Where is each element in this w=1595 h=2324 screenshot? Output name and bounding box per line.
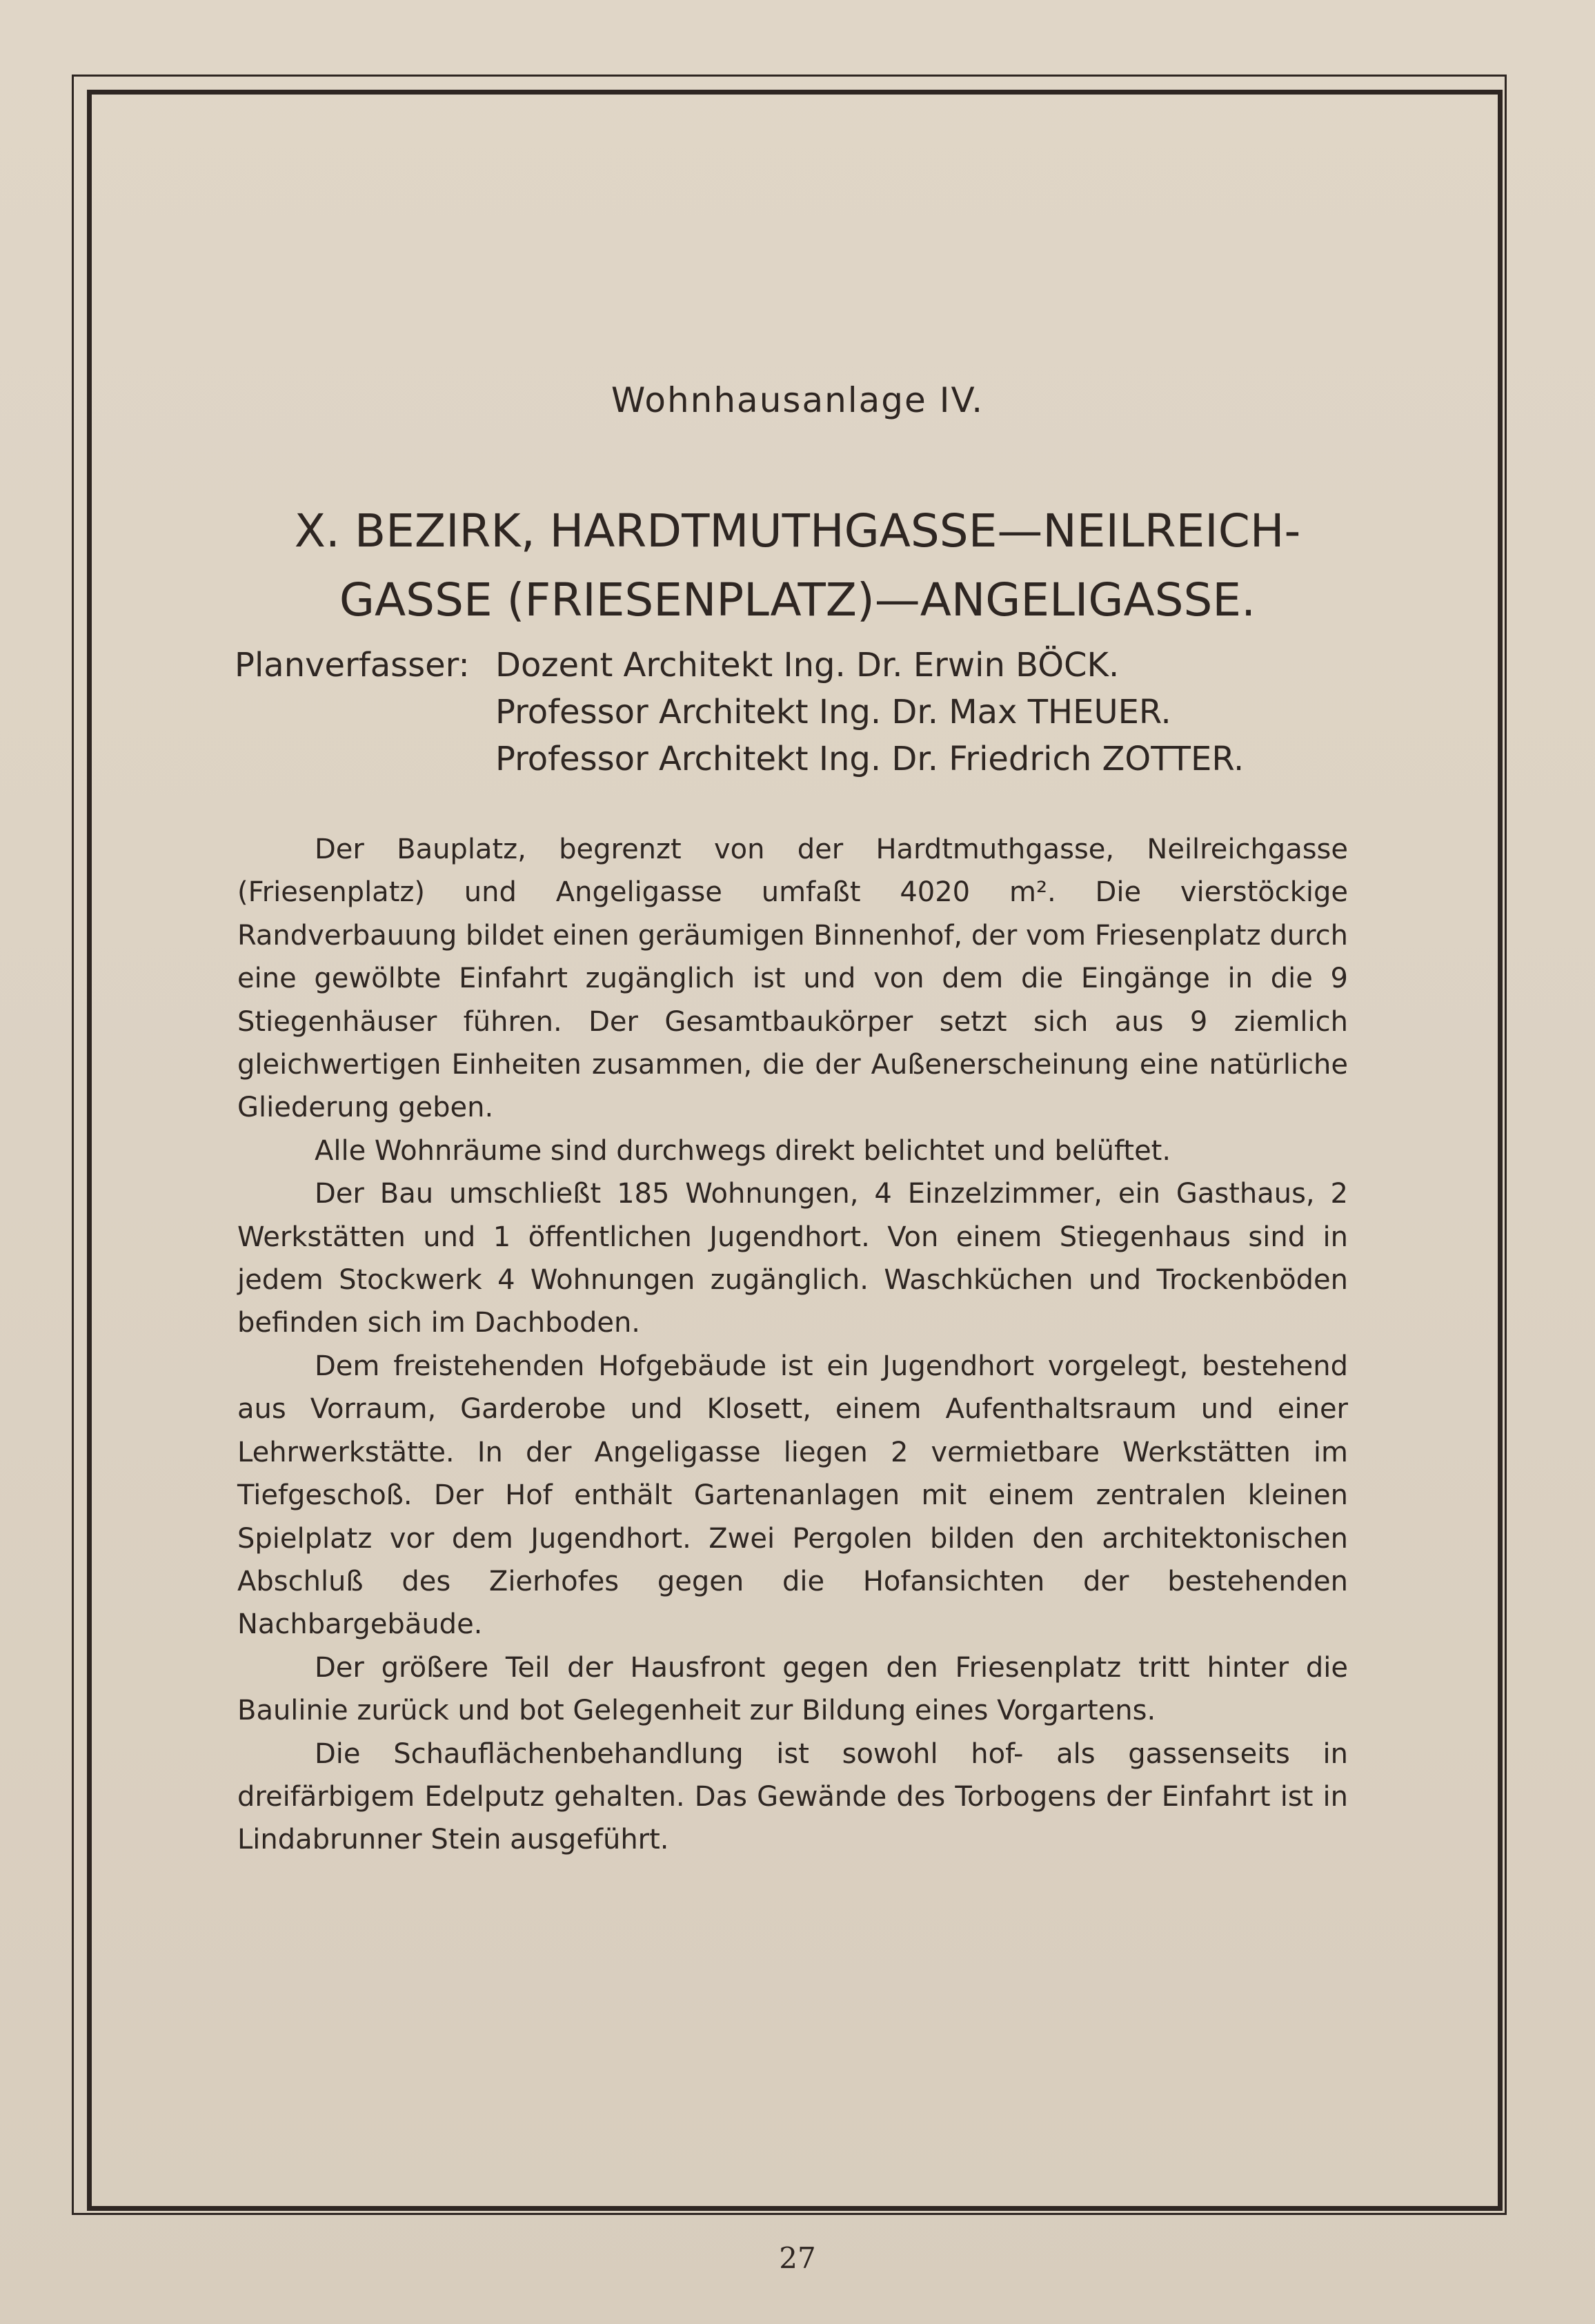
author-name: Professor Architekt Ing. Dr. Max THEUER. bbox=[495, 693, 1171, 731]
subtitle: Wohnhausanlage IV. bbox=[611, 380, 984, 420]
title-line-1: X. BEZIRK, HARDTMUTHGASSE—NEILREICH- bbox=[294, 504, 1301, 558]
paragraph: Dem freistehenden Hofgebäude ist ein Jugendhort vorgelegt, bestehend aus Vorraum, Garderobe und Klosett, einem Aufenthaltsraum und einer Lehrwerkstätte. In der Angeligasse liegen 2 vermietbare Werkstätten im Tiefgeschoß. Der Hof enthält Gartenanlagen mit einem zentralen kleinen Spielplatz vor dem Jugendhort. Zwei Pergolen bilden den architektonischen Abschluß des Zierhofes gegen die Hofansichten der bestehenden Nachbargebäude. bbox=[237, 1350, 1348, 1641]
authors-label: Planverfasser: bbox=[235, 646, 470, 685]
paragraph: Die Schauflächenbehandlung ist sowohl hof- als gassenseits in dreifärbigem Edelputz gehalten. Das Gewände des Torbogens der Einfahrt ist in Lindabrunner Stein ausgeführt. bbox=[237, 1737, 1348, 1856]
page-title bbox=[138, 497, 1457, 635]
paragraph: Der größere Teil der Hausfront gegen den Friesenplatz tritt hinter die Baulinie zurück und bot Gelegenheit zur Bildung eines Vorgartens. bbox=[237, 1651, 1348, 1727]
paragraph: Alle Wohnräume sind durchwegs direkt belichtet und belüftet. bbox=[315, 1134, 1171, 1167]
author-name: Professor Architekt Ing. Dr. Friedrich ZOTTER. bbox=[495, 740, 1245, 778]
authors-list bbox=[495, 642, 1392, 782]
paragraph: Der Bau umschließt 185 Wohnungen, 4 Einzelzimmer, ein Gasthaus, 2 Werkstätten und 1 öffentlichen Jugendhort. Von einem Stiegenhaus sind in jedem Stockwerk 4 Wohnungen zugänglich. Waschküchen und Trockenböden befinden sich im Dachboden. bbox=[237, 1178, 1348, 1339]
body-text bbox=[237, 828, 1348, 1862]
paragraph: Der Bauplatz, begrenzt von der Hardtmuthgasse, Neilreichgasse (Friesenplatz) und Angeligasse umfaßt 4020 m². Die vierstöckige Randverbauung bildet einen geräumigen Binnenhof, der vom Friesenplatz durch eine gewölbte Einfahrt zugänglich ist und von dem die Eingänge in die 9 Stiegenhäuser führen. Der Gesamtbaukörper setzt sich aus 9 ziemlich gleichwertigen Einheiten zusammen, die der Außenerscheinung eine natürliche Gliederung geben. bbox=[237, 834, 1348, 1124]
page-number: 27 bbox=[779, 2241, 816, 2275]
author-name: Dozent Architekt Ing. Dr. Erwin BÖCK. bbox=[495, 646, 1120, 685]
title-line-2: GASSE (FRIESENPLATZ)—ANGELIGASSE. bbox=[339, 573, 1256, 627]
